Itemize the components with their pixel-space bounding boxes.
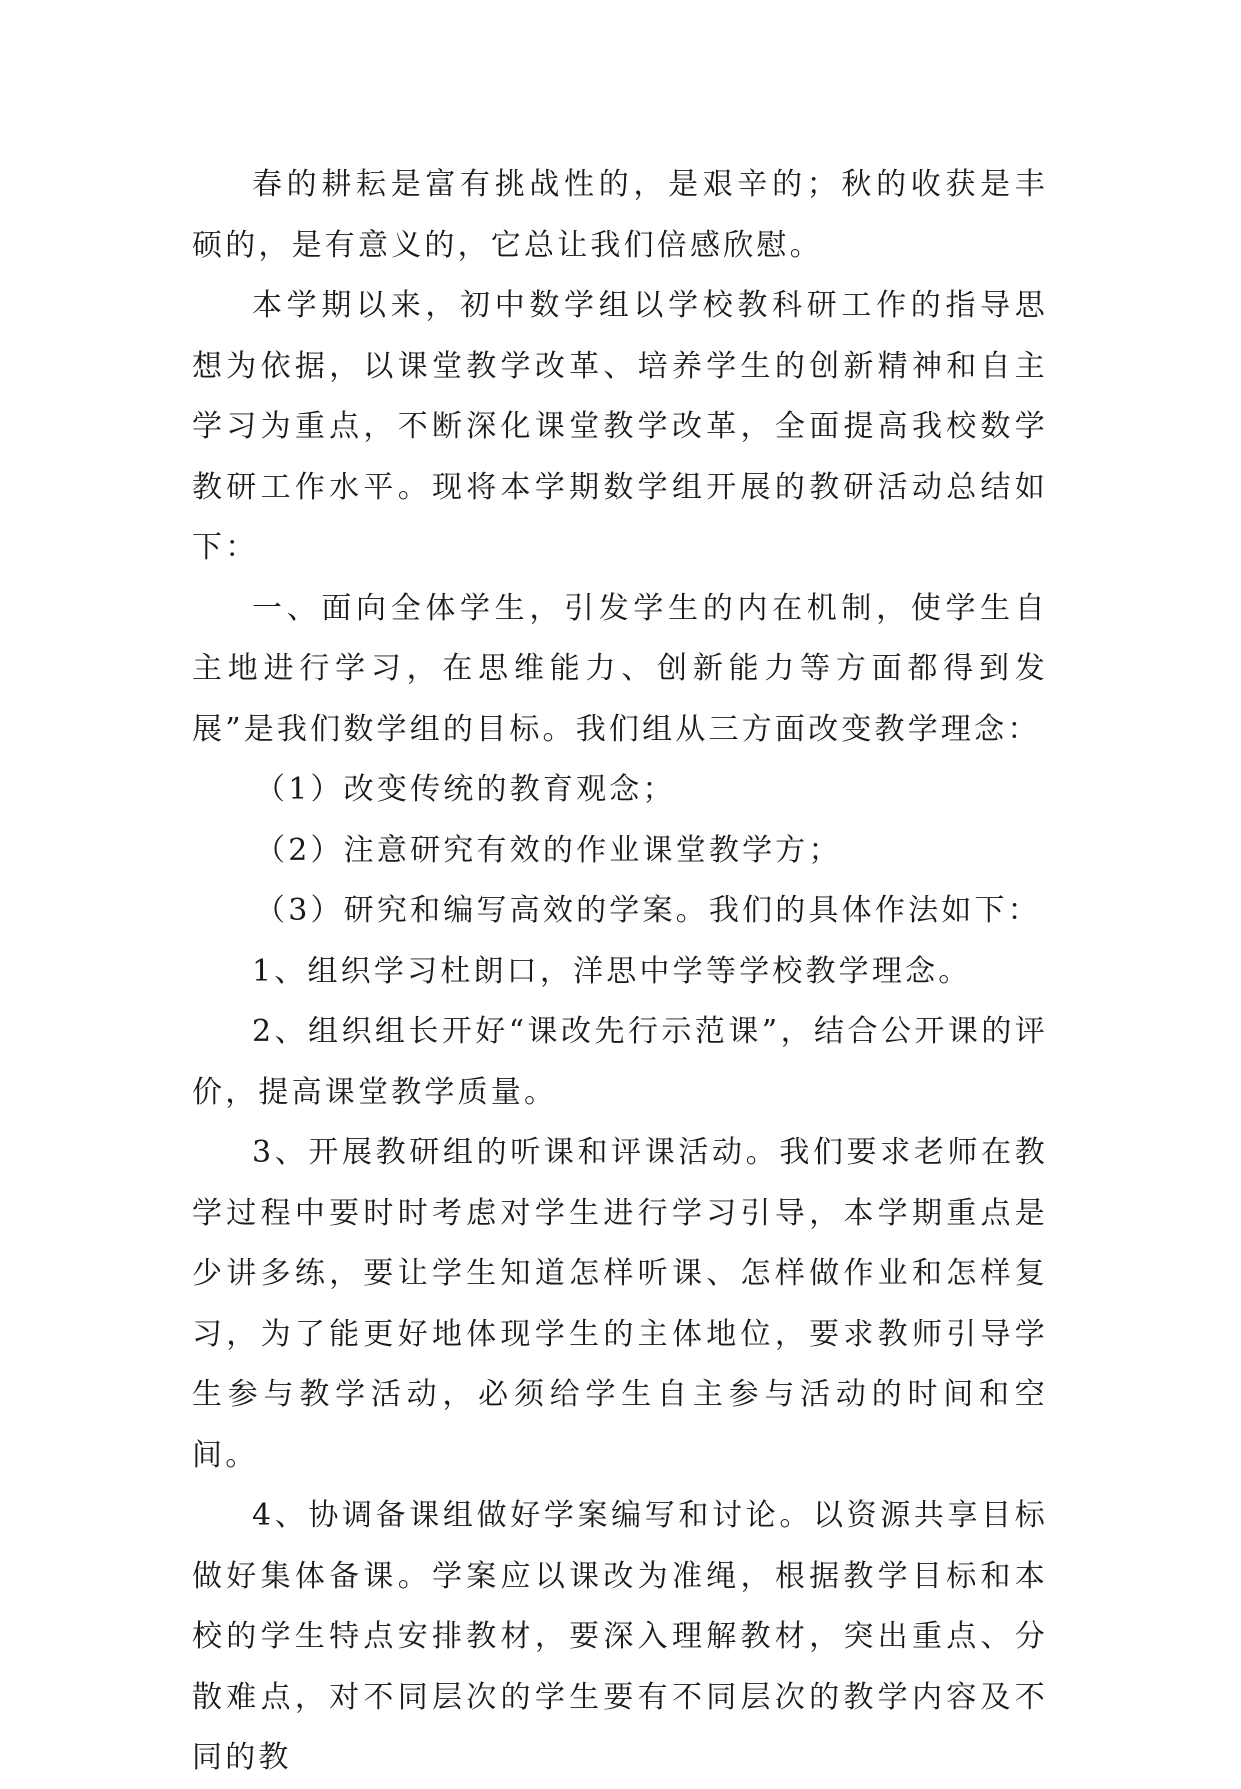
paragraph-point-2: （2）注意研究有效的作业课堂教学方； bbox=[255, 832, 842, 868]
paragraph-point-1: （1）改变传统的教育观念； bbox=[255, 772, 676, 807]
paragraph-section-one: 一、面向全体学生，引发学生的内在机制，使学生自主地进行学习，在思维能力、创新能力等方面都得到发展”是我们数学组的目标。我们组从三方面改变教学理念： bbox=[192, 590, 1048, 747]
document-body bbox=[192, 155, 1048, 1789]
paragraph-item-3: 3、开展教研组的听课和评课活动。我们要求老师在教学过程中要时时考虑对学生进行学习引导，本学期重点是少讲多练，要让学生知道怎样听课、怎样做作业和怎样复习，为了能更好地体现学生的主体地位，要求教师引导学生参与教学活动，必须给学生自主参与活动的时间和空间。 bbox=[192, 1135, 1048, 1473]
paragraph-intro: 春的耕耘是富有挑战性的，是艰辛的；秋的收获是丰硕的，是有意义的，它总让我们倍感欣慰。 bbox=[192, 167, 1048, 263]
paragraph-overview: 本学期以来，初中数学组以学校教科研工作的指导思想为依据，以课堂教学改革、培养学生的创新精神和自主学习为重点，不断深化课堂教学改革，全面提高我校数学教研工作水平。现将本学期数学组开展的教研活动总结如下： bbox=[192, 288, 1048, 565]
paragraph-item-1: 1、组织学习杜朗口，洋思中学等学校教学理念。 bbox=[252, 953, 972, 989]
paragraph-item-2: 2、组织组长开好“课改先行示范课”，结合公开课的评价，提高课堂教学质量。 bbox=[192, 1014, 1048, 1110]
paragraph-item-4: 4、协调备课组做好学案编写和讨论。以资源共享目标做好集体备课。学案应以课改为准绳，根据教学目标和本校的学生特点安排教材，要深入理解教材，突出重点、分散难点，对不同层次的学生要有不同层次的教学内容及不同的教 bbox=[192, 1498, 1048, 1775]
paragraph-point-3: （3）研究和编写高效的学案。我们的具体作法如下： bbox=[255, 893, 1041, 928]
